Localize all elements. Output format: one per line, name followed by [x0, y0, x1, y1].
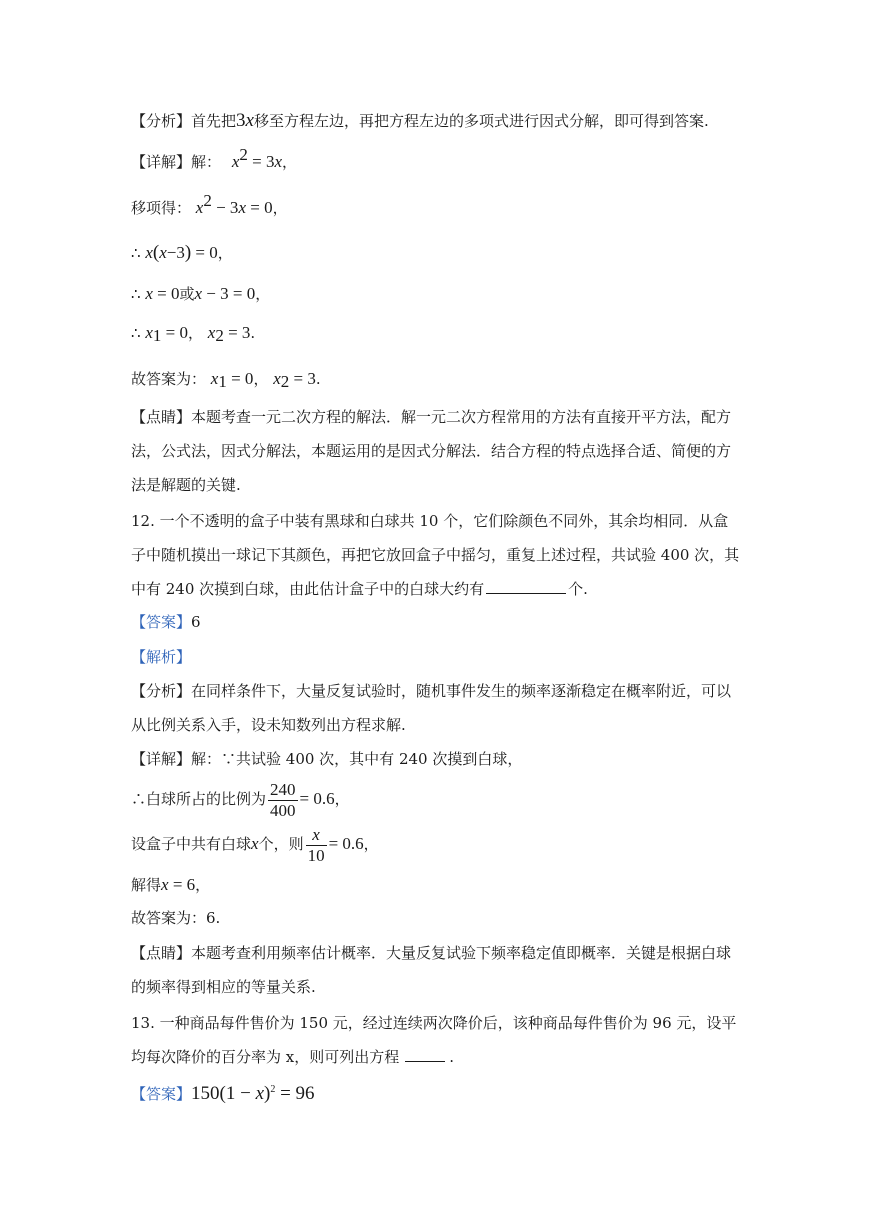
- comment-text-3: 法是解题的关键.: [131, 476, 241, 494]
- q12-ratio-line: [131, 778, 350, 821]
- comment-tag: 【点睛】: [131, 944, 192, 962]
- q12-line-1: [131, 510, 728, 532]
- step2-line: [131, 191, 288, 219]
- q13-line-1: [131, 1012, 736, 1034]
- step5-suffix: .: [250, 324, 256, 342]
- step1-suffix: ，: [282, 153, 298, 171]
- analysis-line: [131, 110, 709, 132]
- step2-math: $x^2 - 3x = 0$: [195, 191, 273, 217]
- q12-analysis-line-2: [131, 714, 406, 736]
- answer-blank: [486, 579, 566, 594]
- answer-sep: ，: [253, 370, 269, 388]
- step2-pre: 移项得：: [131, 199, 192, 217]
- answer-math-a: $x_1 = 0$: [210, 369, 254, 391]
- jiexi-tag: 【解析】: [131, 648, 192, 666]
- step5-math-b: $x_2 = 3$: [207, 323, 251, 345]
- q13-text-2-post: .: [449, 1048, 455, 1066]
- analysis-tag: 【分析】: [131, 682, 192, 700]
- q12-detail-text-1: 解：∵共试验 400 次，其中有 240 次摸到白球，: [191, 750, 523, 768]
- step3-line: [131, 242, 233, 264]
- q12-line-2: [131, 544, 739, 566]
- step5-math-a: $x_1 = 0$: [145, 323, 188, 345]
- q13-text-2-pre: 均每次降价的百分率为 x，则可列出方程: [131, 1048, 400, 1066]
- ratio-pre: ∴白球所占的比例为: [131, 790, 267, 808]
- q13-text-1: 13. 一种商品每件售价为 150 元，经过连续两次降价后，该种商品每件售价为 96 元，设平: [131, 1014, 737, 1032]
- comment-line-3: [131, 474, 241, 496]
- q12-analysis-text-1: 在同样条件下，大量反复试验时，随机事件发生的频率逐渐稳定在概率附近，可以: [191, 682, 732, 700]
- comment-tag: 【点睛】: [131, 408, 192, 426]
- set-post: = 0.6: [328, 834, 364, 853]
- step1-math: $x^2 = 3x$: [231, 145, 282, 171]
- comment-line-2: [131, 440, 731, 462]
- step2-suffix: ，: [272, 199, 288, 217]
- q12-solve-line: [131, 874, 210, 896]
- analysis-tag: 【分析】: [131, 112, 192, 130]
- answer-line: [131, 368, 321, 390]
- q12-comment-text-1: 本题考查利用频率估计概率．大量反复试验下频率稳定值即概率．关键是根据白球: [191, 944, 732, 962]
- analysis-post: 移至方程左边，再把方程左边的多项式进行因式分解，即可得到答案.: [253, 112, 709, 130]
- q12-text-3-post: 个.: [568, 580, 588, 598]
- q12-set-line: [131, 823, 379, 866]
- comment-text-1: 本题考查一元二次方程的解法．解一元二次方程常用的方法有直接开平方法，配方: [191, 408, 732, 426]
- set-suffix: ，: [363, 835, 379, 853]
- solve-math: x = 6: [161, 875, 196, 894]
- detail-line: [131, 145, 298, 173]
- answer-tag: 【答案】: [131, 1085, 192, 1103]
- q13-answer-line: [131, 1083, 315, 1105]
- set-fraction: [306, 825, 327, 866]
- ratio-fraction: [268, 780, 298, 821]
- comment-text-2: 法，公式法，因式分解法，本题运用的是因式分解法．结合方程的特点选择合适、简便的方: [131, 442, 732, 460]
- therefore-symbol: ∴: [131, 285, 141, 303]
- answer-tag: 【答案】: [131, 613, 192, 631]
- answer-suffix: .: [315, 370, 321, 388]
- q13-line-2: [131, 1046, 454, 1068]
- set-mid: 个，则: [258, 835, 304, 853]
- set-pre: 设盒子中共有白球: [131, 835, 252, 853]
- set-denominator: 10: [307, 845, 325, 865]
- step4-or: 或: [179, 285, 195, 303]
- ratio-suffix: ，: [334, 790, 350, 808]
- step4-suffix: ，: [255, 285, 271, 303]
- q12-analysis-text-2: 从比例关系入手，设未知数列出方程求解.: [131, 716, 406, 734]
- q12-comment-line-1: [131, 942, 731, 964]
- comment-line-1: [131, 406, 731, 428]
- q12-analysis-line-1: [131, 680, 731, 702]
- q12-detail-line-1: [131, 748, 522, 770]
- step5-sep: ，: [187, 324, 203, 342]
- set-numerator: x: [306, 825, 327, 846]
- step3-suffix: ，: [217, 244, 233, 262]
- step4-math-a: x = 0: [145, 284, 180, 303]
- detail-tag: 【详解】: [131, 153, 192, 171]
- q12-text-3-pre: 中有 240 次摸到白球，由此估计盒子中的白球大约有: [131, 580, 485, 598]
- therefore-symbol: ∴: [131, 324, 141, 342]
- q12-comment-text-2: 的频率得到相应的等量关系.: [131, 978, 316, 996]
- step4-math-b: x − 3 = 0: [194, 284, 256, 303]
- q12-line-3: [131, 578, 588, 600]
- q13-answer-math: $150(1 - x)^2 = 96$: [191, 1083, 315, 1104]
- answer-pre: 故答案为：: [131, 370, 207, 388]
- therefore-symbol: ∴: [131, 244, 141, 262]
- detail-pre: 解：: [191, 153, 222, 171]
- solve-suffix: ，: [195, 876, 211, 894]
- q12-jiexi-line: [131, 646, 191, 668]
- detail-tag: 【详解】: [131, 750, 192, 768]
- analysis-pre: 首先把: [191, 112, 237, 130]
- q12-final-text: 故答案为：6.: [131, 909, 221, 927]
- set-variable: x: [251, 834, 259, 853]
- q12-final-line: [131, 907, 220, 929]
- analysis-math: 3x: [236, 110, 254, 131]
- q12-answer-line: [131, 611, 201, 633]
- q12-comment-line-2: [131, 976, 316, 998]
- ratio-numerator: 240: [270, 779, 296, 799]
- step3-math: x(x−3) = 0: [145, 242, 218, 263]
- ratio-denominator: 400: [270, 800, 296, 820]
- step4-line: [131, 283, 270, 305]
- q12-text-2: 子中随机摸出一球记下其颜色，再把它放回盒子中摇匀，重复上述过程，共试验 400 次，其: [131, 546, 740, 564]
- q12-text-1: 12. 一个不透明的盒子中装有黑球和白球共 10 个，它们除颜色不同外，其余均相同．从盒: [131, 512, 729, 530]
- answer-blank: [405, 1047, 445, 1062]
- answer-value: 6: [191, 613, 201, 631]
- step5-line: [131, 322, 255, 344]
- solve-pre: 解得: [131, 876, 162, 894]
- ratio-post: = 0.6: [299, 789, 335, 808]
- answer-math-b: $x_2 = 3$: [273, 369, 316, 391]
